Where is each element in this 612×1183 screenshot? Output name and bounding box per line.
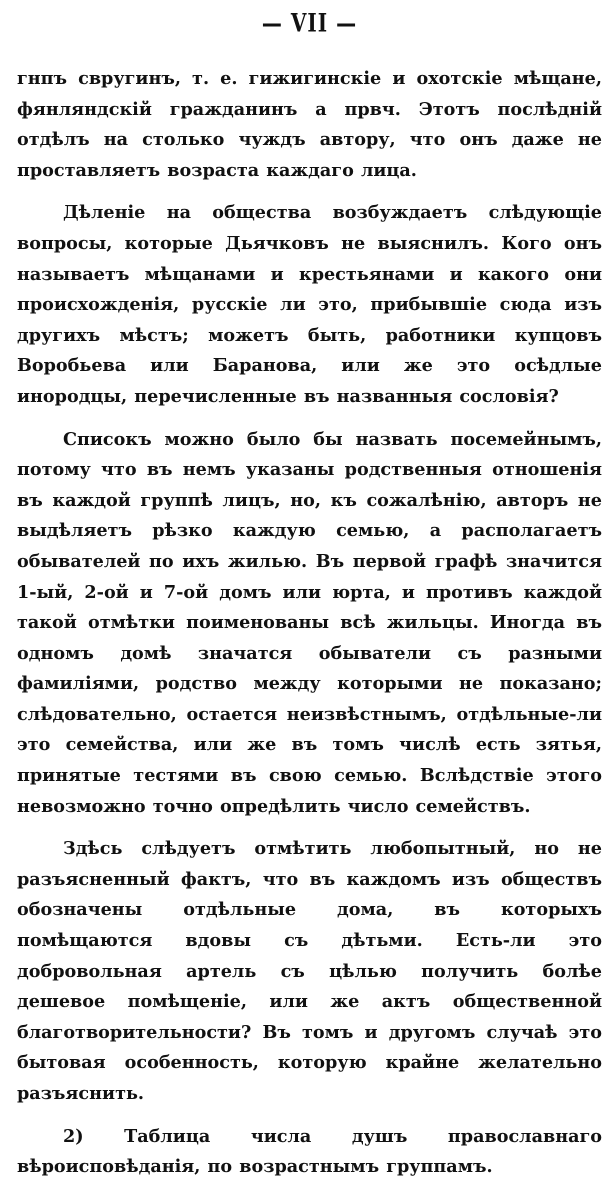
paragraph-continuation: гнпъ свругинъ, т. е. гижигинскіе и охотскіе мѣщане, фянляндскій гражданинъ а првч. Этотъ послѣдній отдѣлъ на столько чуждъ автору, что онъ даже не проставляетъ возраста каждаго лица. xyxy=(17,68,602,181)
page-number: — VII — xyxy=(261,7,358,38)
paragraph-family-list: Списокъ можно было бы назвать посемейнымъ, потому что въ немъ указаны родственныя отношенія въ каждой группѣ лицъ, но, къ сожалѣнію, авторъ не выдѣляетъ рѣзко каждую семью, а располагаетъ обывателей по ихъ жилью. Въ первой графѣ значится 1-ый, 2-ой и 7-ой домъ или юрта, и противъ каждой такой отмѣтки поименованы всѣ жильцы. Иногда въ одномъ домѣ значатся обыватели съ разными фамиліями, родство между которыми не показано; слѣдовательно, остается неизвѣстнымъ, отдѣльные-ли это семейства, или же въ томъ числѣ есть зятья, принятые тестями въ свою семью. Вслѣдствіе этого невозможно точно опредѣлить число семействъ. xyxy=(17,428,602,817)
paragraph-division-questions: Дѣленіе на общества возбуждаетъ слѣдующіе вопросы, которые Дьячковъ не выяснилъ. Кого онъ называетъ мѣщанами и крестьянами и какого они происхожденія, русскіе ли это, прибывшіе сюда изъ другихъ мѣстъ; можетъ быть, работники купцовъ Воробьева или Баранова, или же это осѣдлые инородцы, перечисленные въ названныя сословія? xyxy=(17,202,602,407)
paragraph-widows-houses: Здѣсь слѣдуетъ отмѣтить любопытный, но не разъясненный фактъ, что въ каждомъ изъ обществъ обозначены отдѣльные дома, въ которыхъ помѣщаются вдовы съ дѣтьми. Есть-ли это добровольная артель съ цѣлью получить болѣе дешевое помѣщеніе, или же актъ общественной благотворительности? Въ томъ и другомъ случаѣ это бытовая особенность, которую крайне желательно разъяснить. xyxy=(17,838,602,1104)
body-text xyxy=(17,64,602,1183)
section-heading: 2) Таблица числа душъ православнаго вѣроисповѣданія, по возрастнымъ группамъ. xyxy=(17,1125,602,1178)
